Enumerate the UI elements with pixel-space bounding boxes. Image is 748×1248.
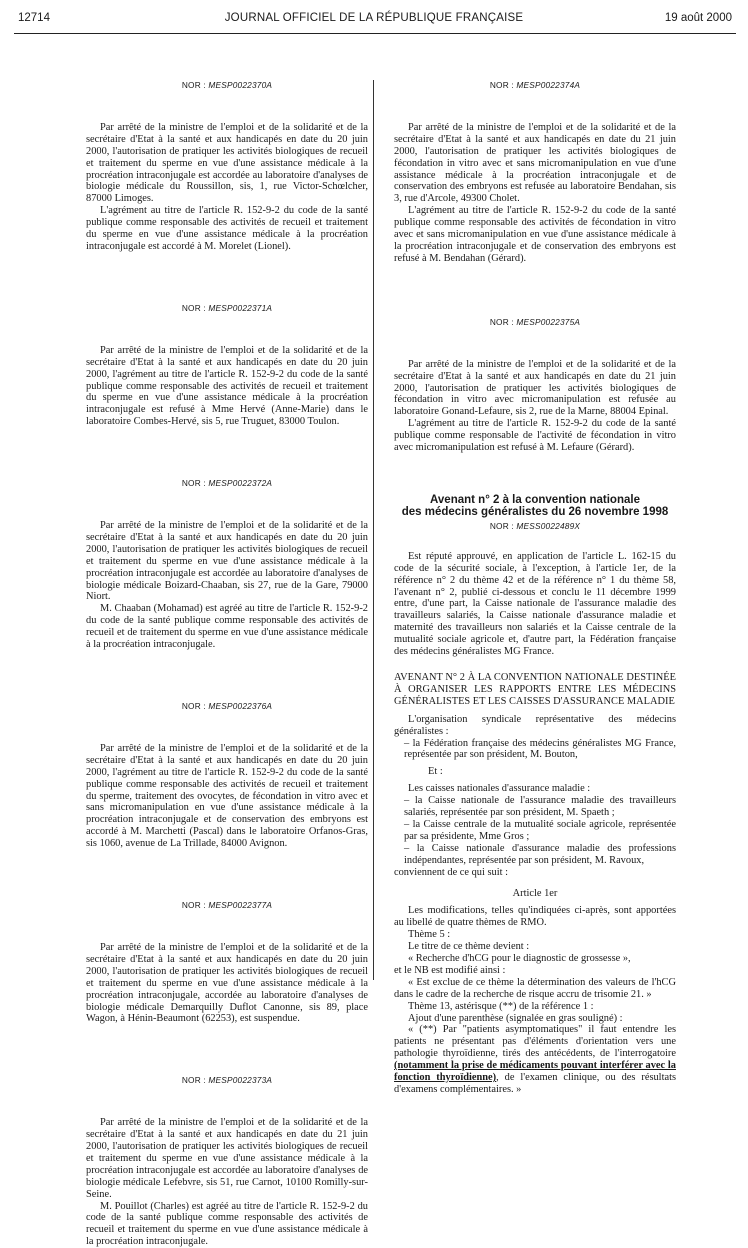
nor-reference: NOR : MESP0022370A [181,80,273,90]
org-item: – la Fédération française des médecins généralistes MG France, représentée par son président, M. Bouton, [404,737,676,761]
notice-paragraph: Par arrêté de la ministre de l'emploi et de la solidarité et de la secrétaire d'Etat à la santé et aux handicapés en date du 20 juin 2000, l'autorisation de pratiquer les activités biologiques de recueil et traitement du sperme en vue d'une assistance médicale à la procréation intraconjugale est accordée au laboratoire d'analyses de biologie médicale Boizard-Chaaban, sis 27, rue de la Gare, 79000 Niort. [86,520,368,603]
notice-paragraph: M. Chaaban (Mohamad) est agréé au titre de l'article R. 152-9-2 du code de la santé publique comme responsable des activités de recueil et de traitement du sperme en vue d'une assistance médicale à la procréation intraconjugale. [86,603,368,651]
notice-paragraph: Par arrêté de la ministre de l'emploi et de la solidarité et de la secrétaire d'Etat à la santé et aux handicapés en date du 20 juin 2000, l'agrément au titre de l'article R. 152-9-2 du code de la santé publique comme responsable des activités de recueil et traitement du sperme en vue d'une assistance médicale à la procréation intraconjugale est refusé à Mme Hervé (Anne-Marie) dans le laboratoire Combes-Hervé, sis 5, rue Truguet, 83000 Toulon. [86,344,368,428]
notice-paragraph: Par arrêté de la ministre de l'emploi et de la solidarité et de la secrétaire d'Etat à la santé et aux handicapés en date du 21 juin 2000, l'autorisation de pratiquer les activités biologiques de fécondation in vitro avec micromanipulation est refusée au laboratoire Gonand-Lefaure, sis 2, rue de la Marne, 88004 Epinal. [394,358,676,418]
notice-paragraph: L'agrément au titre de l'article R. 152-9-2 du code de la santé publique comme responsable de l'activité de fécondation in vitro avec micromanipulation est refusé à M. Lefaure (Gérard). [394,418,676,454]
article-title: Article 1er [512,887,558,899]
header-rule [14,33,736,34]
notice-370 [86,80,368,253]
issue-date: 19 août 2000 [664,12,732,24]
caisse-item: – la Caisse nationale d'assurance maladie des professions indépendantes, représentée par son président, M. Ravoux, [404,842,676,866]
right-column [394,80,676,1096]
bold-underlined-insert: (notamment la prise de médicaments pouvant interférer avec la fonction thyroïdienne) [394,1060,676,1084]
exclu-line: « Est exclue de ce thème la détermination des valeurs de l'hCG dans le cadre de la recherche de risque accru de trisomie 21. » [394,976,676,1000]
nb-line: et le NB est modifié ainsi : [394,964,506,976]
org-line: L'organisation syndicale représentative des médecins généralistes : [394,713,676,737]
avenant-section [394,494,676,1096]
convenu-line: conviennent de ce qui suit : [394,866,508,878]
titre-line: Le titre de ce thème devient : [408,941,530,953]
notice-paragraph: L'agrément au titre de l'article R. 152-9-2 du code de la santé publique comme responsable des activités de recueil et traitement du sperme en vue d'une assistance médicale à la procréation intraconjugale est accordé à M. Morelet (Lionel). [86,205,368,252]
notice-paragraph: L'agrément au titre de l'article R. 152-9-2 du code de la santé publique comme responsable des activités de fécondation in vitro avec et sans micromanipulation en vue d'une assistance médicale à la procréation intraconjugale et de conservation des embryons est refusé à M. Bendahan (Gérard). [394,205,676,264]
notice-376 [86,701,368,850]
notice-371 [86,303,368,428]
notice-373 [86,1075,368,1248]
ajout-line: Ajout d'une parenthèse (signalée en gras souligné) : [408,1012,623,1024]
nor-reference: NOR : MESP0022371A [181,302,273,313]
asterisk-quote: « (**) Par "patients asymptomatiques" il faut entendre les patients ne présentant pas d'éléments d'orientation vers une pathologie thyroïdienne, tirés des antécédents, de l'interrogatoire (notamment la prise de médicaments pouvant interférer avec la fonction thyroïdienne), de l'examen clinique, ou des résultats d'examens complémentaires. » [394,1024,676,1095]
recherche-line: « Recherche d'hCG pour le diagnostic de grossesse », [408,953,631,965]
column-divider [373,80,374,980]
left-column [86,80,368,1248]
theme5-line: Thème 5 : [408,929,451,941]
nor-reference: NOR : MESP0022374A [489,80,581,90]
caisse-item: – la Caisse centrale de la mutualité sociale agricole, représentée par sa présidente, Mme Gros ; [404,818,676,842]
page-number: 12714 [18,12,50,24]
notice-375 [394,317,676,454]
journal-title: JOURNAL OFFICIEL DE LA RÉPUBLIQUE FRANÇAISE [224,12,524,24]
nor-reference: NOR : MESS0022489X [489,520,581,531]
notice-paragraph: M. Pouillot (Charles) est agréé au titre de l'article R. 152-9-2 du code de la santé publique comme responsable des activités de recueil et traitement du sperme en vue d'une assistance médicale à la procréation intraconjugale. [86,1200,368,1248]
notice-377 [86,900,368,1025]
nor-reference: NOR : MESP0022372A [181,478,273,489]
nor-reference: NOR : MESP0022373A [181,1075,273,1086]
avenant-intro: Est réputé approuvé, en application de l'article L. 162-15 du code de la sécurité sociale, à l'exception, à l'article 1er, de la référence n° 2 du thème 42 et de la référence n° 1 du thème 58, l'avenant n° 2, publié ci-dessous et conclu le 11 décembre 1999 entre, d'une part, la Caisse nationale de l'assurance maladie des travailleurs salariés, la Caisse nationale d'assurance maladie et maternité des travailleurs non salariés et la Caisse centrale de la mutualité sociale agricole et, d'autre part, la Fédération française des médecins généralistes MG France. [394,550,676,658]
notice-paragraph: Par arrêté de la ministre de l'emploi et de la solidarité et de la secrétaire d'Etat à la santé et aux handicapés en date du 21 juin 2000, l'autorisation de pratiquer les activités biologiques de recueil et traitement du sperme en vue d'une assistance médicale à la procréation intraconjugale est accordée au laboratoire d'analyses de biologie médicale Lefebvre, sis 51, rue Carnot, 10100 Romilly-sur-Seine. [86,1117,368,1200]
notice-paragraph: Par arrêté de la ministre de l'emploi et de la solidarité et de la secrétaire d'Etat à la santé et aux handicapés en date du 20 juin 2000, l'agrément au titre de l'article R. 152-9-2 du code de la santé publique comme responsable des activités de recueil et traitement du sperme, traitement des ovocytes, de fécondation in vitro avec et sans micromanipulation en vue d'une assistance médicale à la procréation intraconjugale et de conservation des embryons est accordé à M. Marchetti (Pascal) dans le laboratoire Orfanos-Gras, sis 1060, avenue de La Trillade, 84000 Avignon. [86,742,368,850]
caisse-item: – la Caisse nationale de l'assurance maladie des travailleurs salariés, représentée par son président, M. Spaeth ; [404,795,676,819]
et-line: Et : [428,766,443,778]
nor-reference: NOR : MESP0022377A [181,900,273,911]
notice-paragraph: Par arrêté de la ministre de l'emploi et de la solidarité et de la secrétaire d'Etat à la santé et aux handicapés en date du 21 juin 2000, l'autorisation de pratiquer les activités biologiques de fécondation in vitro avec et sans micromanipulation en vue d'une assistance médicale à la procréation intraconjugale et de conservation des embryons est refusée au laboratoire Bendahan, sis 3, rue d'Arcole, 49300 Cholet. [394,121,676,205]
nor-reference: NOR : MESP0022375A [489,316,581,327]
notice-372 [86,478,368,651]
avenant-heading: AVENANT N° 2 À LA CONVENTION NATIONALE DESTINÉE À ORGANISER LES RAPPORTS ENTRE LES MÉDECINS GÉNÉRALISTES ET LES CAISSES D'ASSURANCE MALADIE [394,672,676,707]
article-paragraph: Les modifications, telles qu'indiquées ci-après, sont apportées au libellé de quatre thèmes de RMO. [394,905,676,929]
notice-paragraph: Par arrêté de la ministre de l'emploi et de la solidarité et de la secrétaire d'Etat à la santé et aux handicapés en date du 20 juin 2000, l'autorisation de pratiquer les activités biologiques de recueil et traitement du sperme en vue d'une assistance médicale à la procréation intraconjugale, accordée au laboratoire d'analyses de biologie médicale Demarquilly Duflot Canonne, sis 89, place Wagon, à Hénin-Beaumont (62253), est suspendue. [86,941,368,1025]
page-header [14,12,734,30]
notice-374 [394,80,676,265]
theme13-line: Thème 13, astérisque (**) de la référence 1 : [408,1000,594,1012]
notice-paragraph: Par arrêté de la ministre de l'emploi et de la solidarité et de la secrétaire d'Etat à la santé et aux handicapés en date du 20 juin 2000, l'autorisation de pratiquer les activités biologiques de recueil et traitement du sperme en vue d'une assistance médicale à la procréation intraconjugale est accordée au laboratoire d'analyses de biologie médicale du Roussillon, sis, 1, rue Victor-Schœlcher, 87000 Limoges. [86,121,368,205]
avenant-title: Avenant n° 2 à la convention nationale des médecins généralistes du 26 novembre 1998 [401,493,669,519]
caisses-line: Les caisses nationales d'assurance maladie : [408,783,591,795]
nor-reference: NOR : MESP0022376A [181,701,273,711]
